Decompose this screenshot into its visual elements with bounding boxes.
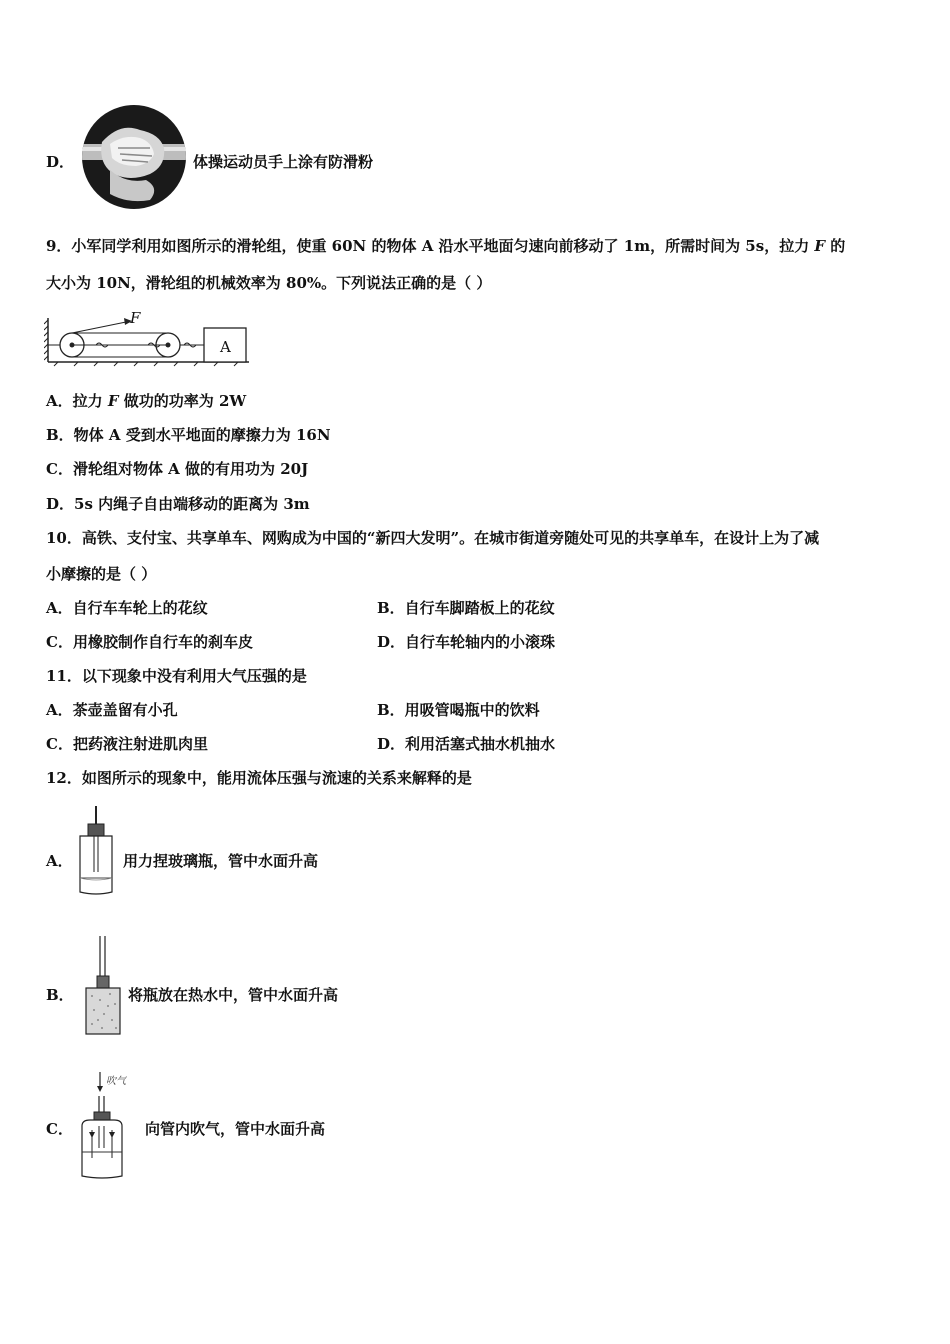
blowing-into-tube-figure	[70, 1068, 146, 1186]
q8-option-d-text: 体操运动员手上涂有防滑粉	[193, 153, 374, 171]
q12-option-b-label: B．	[46, 986, 74, 1004]
q9-option-a-force-symbol: F	[107, 392, 119, 410]
q9-option-a	[46, 391, 246, 411]
q11-stem: 11．以下现象中没有利用大气压强的是	[46, 667, 307, 685]
q12-option-c-text: 向管内吹气，管中水面升高	[145, 1120, 326, 1138]
q10-option-d: D．自行车轮轴内的小滚珠	[377, 633, 556, 651]
q9-option-a-part-1: A．拉力	[46, 392, 108, 410]
pulley-block-label: A	[220, 338, 231, 356]
q8-option-d-label: D．	[46, 153, 75, 171]
q10-stem-line-1: 10．高铁、支付宝、共享单车、网购成为中国的“新四大发明”。在城市街道旁随处可见的共享单车，在设计上为了减	[46, 529, 820, 547]
blowing-note-label: 吹气	[106, 1076, 126, 1087]
pulley-system-figure	[44, 309, 254, 368]
q11-option-d: D．利用活塞式抽水机抽水	[377, 735, 556, 753]
q9-stem-part-2: 的	[825, 237, 846, 255]
q9-option-b: B．物体 A 受到水平地面的摩擦力为 16N	[46, 426, 331, 444]
q11-option-b: B．用吸管喝瓶中的饮料	[377, 701, 540, 719]
q12-option-a-label: A．	[46, 852, 73, 870]
q9-stem-line-2: 大小为 10N，滑轮组的机械效率为 80%。下列说法正确的是（ ）	[46, 274, 492, 292]
q9-option-d: D．5s 内绳子自由端移动的距离为 3m	[46, 495, 310, 513]
q9-stem-line-1	[46, 236, 845, 256]
q9-option-a-part-2: 做功的功率为 2W	[118, 392, 247, 410]
gymnast-hands-photo	[80, 104, 188, 210]
q11-option-a: A．茶壶盖留有小孔	[46, 701, 178, 719]
q10-option-b: B．自行车脚踏板上的花纹	[377, 599, 555, 617]
q9-stem-part-1: 9．小军同学利用如图所示的滑轮组，使重 60N 的物体 A 沿水平地面匀速向前移动了 1m，所需时间为 5s，拉力	[46, 237, 815, 255]
squeezed-bottle-figure	[70, 804, 122, 898]
q12-option-c-label: C．	[46, 1120, 73, 1138]
q10-option-a: A．自行车车轮上的花纹	[46, 599, 208, 617]
bottle-in-hot-water-figure	[80, 934, 126, 1038]
q12-stem: 12．如图所示的现象中，能用流体压强与流速的关系来解释的是	[46, 769, 472, 787]
q12-option-a-text: 用力捏玻璃瓶，管中水面升高	[123, 852, 319, 870]
q9-option-c: C．滑轮组对物体 A 做的有用功为 20J	[46, 460, 309, 478]
q9-stem-force-symbol: F	[814, 237, 826, 255]
q11-option-c: C．把药液注射进肌肉里	[46, 735, 208, 753]
q10-stem-line-2: 小摩擦的是（ ）	[46, 565, 157, 583]
q10-option-c: C．用橡胶制作自行车的刹车皮	[46, 633, 253, 651]
pulley-force-label: F	[130, 309, 141, 327]
q12-option-b-text: 将瓶放在热水中，管中水面升高	[128, 986, 339, 1004]
